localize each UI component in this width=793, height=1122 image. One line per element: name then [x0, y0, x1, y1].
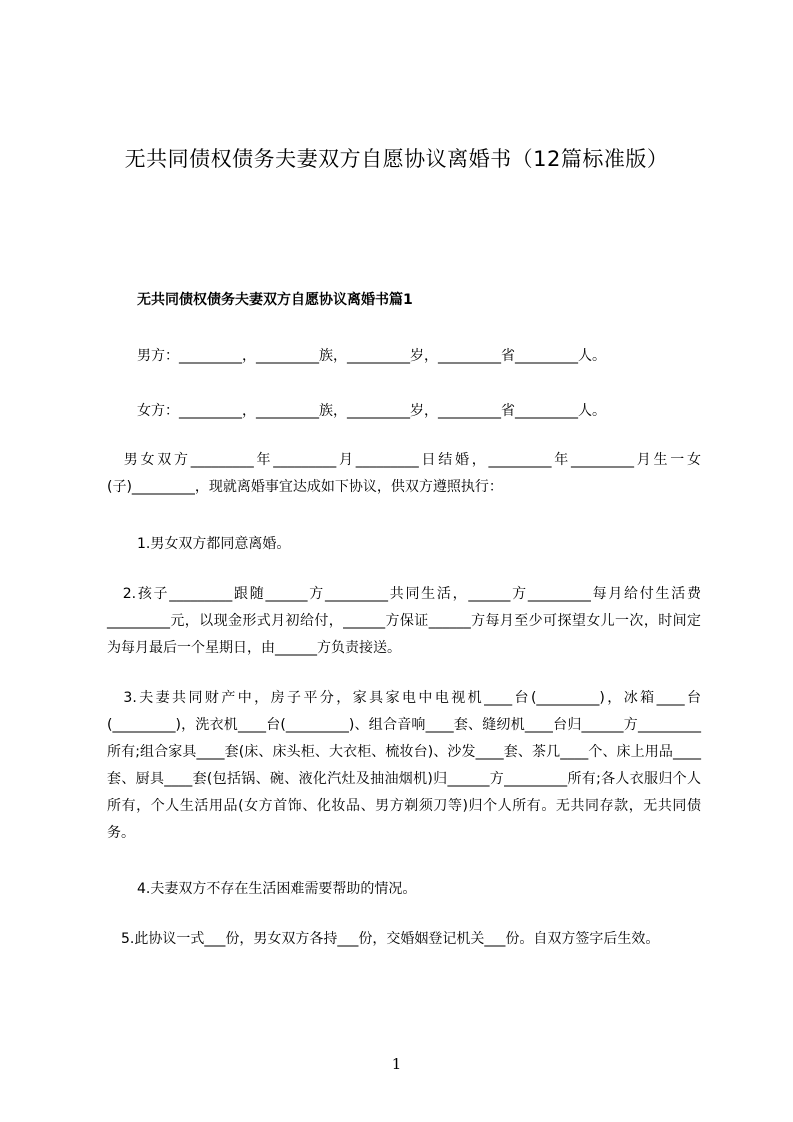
clause-2: 2.孩子_________跟随______方_________共同生活，______方_________每月给付生活费_________元，以现金形式月初给付，______方保证______方每月至少可探望女儿一次，时间定为每月最后一个星期日，由______方负责接送。 [107, 586, 701, 656]
clause-1: 1.男女双方都同意离婚。 [137, 536, 291, 552]
clause-4: 4.夫妻双方不存在生活困难需要帮助的情况。 [137, 881, 417, 897]
document-title: 无共同债权债务夫妻双方自愿协议离婚书（12篇标准版） [124, 147, 669, 171]
female-party-line: 女方：_________，_________族，_________岁，_________省_________人。 [137, 403, 606, 419]
page-number: 1 [391, 1055, 402, 1073]
marriage-paragraph: 男女双方_________年_________月_________日结婚，_________年_________月生一女(子)_________，现就离婚事宜达成如下协议，供双方遵照执行： [107, 452, 701, 495]
male-party-line: 男方：_________，_________族，_________岁，_________省_________人。 [137, 348, 606, 364]
clause-5: 5.此协议一式___份，男女双方各持___份，交婚姻登记机关___份。自双方签字后生效。 [107, 931, 660, 947]
section-heading: 无共同债权债务夫妻双方自愿协议离婚书篇1 [137, 292, 413, 308]
clause-3: 3.夫妻共同财产中，房子平分，家具家电中电视机____台(_________)，冰箱____台(_________)，洗衣机____台(_________)、组合音响____套、缝纫机____台归______方_________所有;组合家具____套(床、床头柜、大衣柜、梳妆台)、沙发____套、茶几____个、床上用品____套、厨具____套(包括锅、碗、液化汽灶及抽油烟机)归______方_________所有;各人衣服归个人所有，个人生活用品(女方首饰、化妆品、男方剃须刀等)归个人所有。无共同存款，无共同债务。 [107, 690, 701, 841]
